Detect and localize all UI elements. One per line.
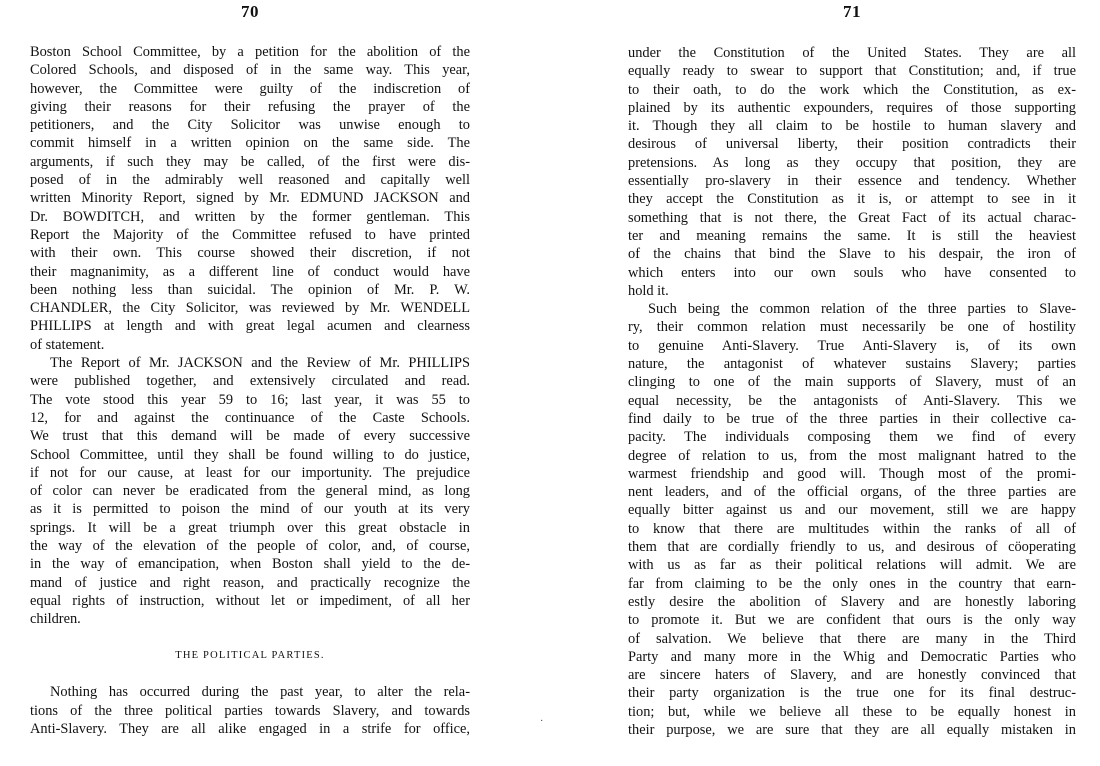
spacer <box>30 629 470 647</box>
paragraph <box>30 43 470 354</box>
text-line: nature, the antagonist of whatever sustains Slavery; parties <box>628 356 1076 373</box>
text-line: springs. It will be a great triumph over this great obstacle in <box>30 519 470 536</box>
text-line: children. <box>30 611 81 628</box>
text-line: degree of relation to us, from the most malignant hatred to the <box>628 447 1076 464</box>
text-line: ry, their common relation must necessarily be one of hostility <box>628 319 1076 336</box>
text-line: of color can never be eradicated from the general mind, as long <box>30 483 470 500</box>
page-number-right: 71 <box>843 2 861 21</box>
text-line: Dr. BOWDITCH, and written by the former gentleman. This <box>30 208 470 225</box>
text-line: equally ready to swear to support that Constitution; and, if true <box>628 63 1076 80</box>
text-line: warmest friendship and good will. Though most of the promi- <box>628 465 1076 482</box>
text-line: under the Constitution of the United States. They are all <box>628 45 1076 61</box>
paragraph <box>628 44 1076 300</box>
left-page <box>30 0 470 766</box>
text-line: to know that there are multitudes within the ranks of all of <box>628 520 1076 537</box>
text-line: something that is not there, the Great Fact of its actual charac- <box>628 209 1076 226</box>
text-line: Such being the common relation of the three parties to Slave- <box>648 301 1076 318</box>
text-line: far from claiming to be the only ones in the country that earn- <box>628 575 1076 592</box>
text-line: Party and many more in the Whig and Democratic Parties who <box>628 648 1076 665</box>
text-line: School Committee, until they shall be found willing to do justice, <box>30 446 470 463</box>
text-line: of the chains that bind the Slave to his despair, the iron of <box>628 246 1076 263</box>
text-line: commit himself in a written opinion on the same side. The <box>30 135 470 152</box>
text-line: Nothing has occurred during the past year, to alter the rela- <box>50 684 470 701</box>
text-line: their magnanimity, as a different line of conduct would have <box>30 263 470 280</box>
text-line: ter and meaning remains the same. It is still the heaviest <box>628 227 1076 244</box>
text-line: hold it. <box>628 282 669 299</box>
text-line: pacity. The individuals composing them we find of every <box>628 429 1076 446</box>
text-line: to genuine Anti-Slavery. True Anti-Slavery is, of its own <box>628 337 1076 354</box>
paragraph <box>30 354 470 628</box>
page-number-left: 70 <box>241 2 259 21</box>
text-line: with us as far as their political relations will admit. We are <box>628 557 1076 574</box>
text-line: posed of in the admirably well reasoned and capitally well <box>30 172 470 189</box>
paragraph <box>30 683 470 738</box>
stray-mark: · <box>540 716 544 727</box>
right-page <box>628 0 1076 766</box>
text-line: which enters into our own souls who have consented to <box>628 264 1076 281</box>
text-line: to promote it. But we are confident that ours is the only way <box>628 612 1076 629</box>
text-line: PHILLIPS at length and with great legal acumen and clearness <box>30 318 470 335</box>
text-line: of salvation. We believe that there are many in the Third <box>628 630 1076 647</box>
text-line: Colored Schools, and disposed of in the same way. This year, <box>30 62 470 79</box>
text-line: nent leaders, and of the official organs, of the three parties are <box>628 484 1076 501</box>
text-line: clinging to one of the main supports of Slavery, must of an <box>628 374 1076 391</box>
text-line: in the way of emancipation, when Boston shall yield to the de- <box>30 556 470 573</box>
text-line: equal rights of instruction, without let or impediment, of all her <box>30 592 470 609</box>
text-line: equal necessity, be the antagonists of Anti-Slavery. This we <box>628 392 1076 409</box>
text-line: them that are cordially friendly to us, and desirous of cöoperating <box>628 539 1076 556</box>
text-line: CHANDLER, the City Solicitor, was reviewed by Mr. WENDELL <box>30 300 470 317</box>
text-line: however, the Committee were guilty of the indiscretion of <box>30 80 470 97</box>
text-line: tion; but, while we believe all these to be equally honest in <box>628 703 1076 720</box>
text-line: The Report of Mr. JACKSON and the Review of Mr. PHILLIPS <box>50 355 470 372</box>
text-line: desirous of universal liberty, their position contradicts their <box>628 136 1076 153</box>
text-line: mand of justice and right reason, and practically recognize the <box>30 574 470 591</box>
text-line: their party organization is the true one for its final destruc- <box>628 685 1076 702</box>
text-line: equally bitter against us and our movement, still we are happy <box>628 502 1076 519</box>
text-line: the way of the elevation of the people of color, and, of course, <box>30 538 470 555</box>
text-line: of statement. <box>30 336 105 353</box>
text-line: petitioners, and the City Solicitor was unwise enough to <box>30 117 470 134</box>
text-line: to their oath, to do the work which the Constitution, as ex- <box>628 81 1076 98</box>
text-line: Boston School Committee, by a petition for the abolition of the <box>30 44 470 60</box>
text-line: are sincere haters of Slavery, and are honestly convinced that <box>628 667 1076 684</box>
text-line: been nothing less than suicidal. The opinion of Mr. P. W. <box>30 281 470 298</box>
right-page-text <box>628 44 1076 739</box>
text-line: written Minority Report, signed by Mr. EDMUND JACKSON and <box>30 190 470 207</box>
text-line: as it is permitted to poison the mind of our youth at its very <box>30 501 470 518</box>
text-line: with their own. This course showed their discretion, if not <box>30 245 470 262</box>
text-line: plained by its authentic expounders, requires of those supporting <box>628 99 1076 116</box>
text-line: estly desire the abolition of Slavery and are honestly laboring <box>628 593 1076 610</box>
paragraph <box>628 300 1076 739</box>
text-line: pretensions. As long as they occupy that position, they are <box>628 154 1076 171</box>
text-line: were published together, and extensively circulated and read. <box>30 373 470 390</box>
text-line: 12, for and against the continuance of the Caste Schools. <box>30 409 470 426</box>
text-line: it. Though they all claim to be hostile to human slavery and <box>628 118 1076 135</box>
text-line: Report the Majority of the Committee refused to have printed <box>30 226 470 243</box>
text-line: arguments, if such they may be called, of the first were dis- <box>30 153 470 170</box>
spacer <box>30 665 470 683</box>
text-line: their purpose, we are sure that they are all equally mistaken in <box>628 721 1076 738</box>
text-line: tions of the three political parties towards Slavery, and towards <box>30 702 470 719</box>
text-line: Anti-Slavery. They are all alike engaged in a strife for office, <box>30 720 470 737</box>
text-line: We trust that this demand will be made of every successive <box>30 428 470 445</box>
text-line: they accept the Constitution as it is, or attempt to see in it <box>628 191 1076 208</box>
section-heading: THE POLITICAL PARTIES. <box>175 649 325 661</box>
text-line: The vote stood this year 59 to 16; last year, it was 55 to <box>30 391 470 408</box>
text-line: giving their reasons for their refusing the prayer of the <box>30 98 470 115</box>
text-line: find daily to be true of the three parties in their collective ca- <box>628 410 1076 427</box>
text-line: if not for our cause, at least for our importunity. The prejudice <box>30 464 470 481</box>
left-page-text <box>30 43 470 738</box>
text-line: essentially pro-slavery in their essence and tendency. Whether <box>628 173 1076 190</box>
